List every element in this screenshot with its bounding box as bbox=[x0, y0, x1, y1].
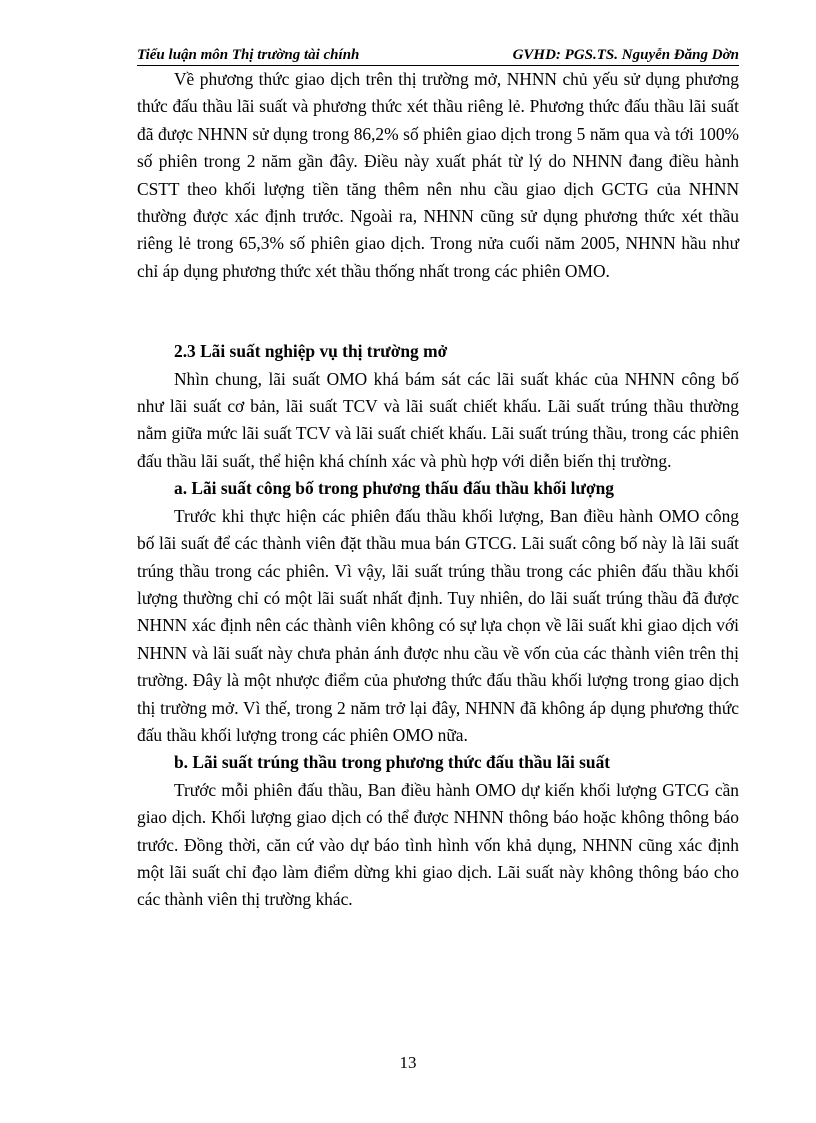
paragraph-volume-tender-rate: Trước khi thực hiện các phiên đấu thầu khối lượng, Ban điều hành OMO công bố lãi suất để các thành viên đặt thầu mua bán GTCG. Lãi suất công bố này là lãi suất trúng thầu trong các phiên. Vì vậy, lãi suất trúng thầu trong các phiên đấu thầu khối lượng thường chỉ có một lãi suất nhất định. Tuy nhiên, do lãi suất trúng thầu đã được NHNN xác định nên các thành viên không có sự lựa chọn về lãi suất khi giao dịch với NHNN và lãi suất này chưa phản ánh được nhu cầu về vốn của các thành viên trên thị trường. Đây là một nhược điểm của phương thức đấu thầu khối lượng trong giao dịch thị trường mở. Vì thế, trong 2 năm trở lại đây, NHNN đã không áp dụng phương thức đấu thầu khối lượng trong các phiên OMO nữa. bbox=[137, 505, 739, 745]
subheading-b: b. Lãi suất trúng thầu trong phương thức đấu thầu lãi suất bbox=[174, 752, 611, 773]
document-body bbox=[137, 66, 739, 914]
subheading-a: a. Lãi suất công bố trong phương thấu đấu thầu khối lượng bbox=[174, 478, 614, 499]
header-course-title: Tiểu luận môn Thị trường tài chính bbox=[137, 47, 360, 63]
paragraph-omo-interest-overview: Nhìn chung, lãi suất OMO khá bám sát các lãi suất khác của NHNN công bố như lãi suất cơ bản, lãi suất TCV và lãi suất chiết khấu. Lãi suất trúng thầu thường nằm giữa mức lãi suất TCV và lãi suất chiết khấu. Lãi suất trúng thầu, trong các phiên đấu thầu lãi suất, thể hiện khá chính xác và phù hợp với diễn biến thị trường. bbox=[137, 368, 739, 471]
section-gap bbox=[137, 285, 739, 338]
paragraph-rate-tender: Trước mỗi phiên đấu thầu, Ban điều hành OMO dự kiến khối lượng GTCG cần giao dịch. Khối lượng giao dịch có thể được NHNN thông báo hoặc không thông báo trước. Đồng thời, căn cứ vào dự báo tình hình vốn khả dụng, NHNN cũng xác định một lãi suất chỉ đạo làm điểm dừng khi giao dịch. Lãi suất này không thông báo cho các thành viên thị trường khác. bbox=[137, 779, 739, 910]
paragraph-transaction-methods: Về phương thức giao dịch trên thị trường mở, NHNN chủ yếu sử dụng phương thức đấu thầu lãi suất và phương thức xét thầu riêng lẻ. Phương thức đấu thầu lãi suất đã được NHNN sử dụng trong 86,2% số phiên giao dịch trong 5 năm qua và tới 100% số phiên trong 2 năm gần đây. Điều này xuất phát từ lý do NHNN đang điều hành CSTT theo khối lượng tiền tăng thêm nên nhu cầu giao dịch GCTG của NHNN thường được xác định trước. Ngoài ra, NHNN cũng sử dụng phương thức xét thầu riêng lẻ trong 65,3% số phiên giao dịch. Trong nửa cuối năm 2005, NHNN hầu như chỉ áp dụng phương thức xét thầu thống nhất trong các phiên OMO. bbox=[137, 69, 739, 281]
page-number: 13 bbox=[399, 1053, 417, 1072]
section-heading-2-3: 2.3 Lãi suất nghiệp vụ thị trường mở bbox=[174, 341, 448, 362]
page-header bbox=[137, 47, 739, 66]
header-instructor: GVHD: PGS.TS. Nguyễn Đăng Dờn bbox=[512, 47, 739, 63]
